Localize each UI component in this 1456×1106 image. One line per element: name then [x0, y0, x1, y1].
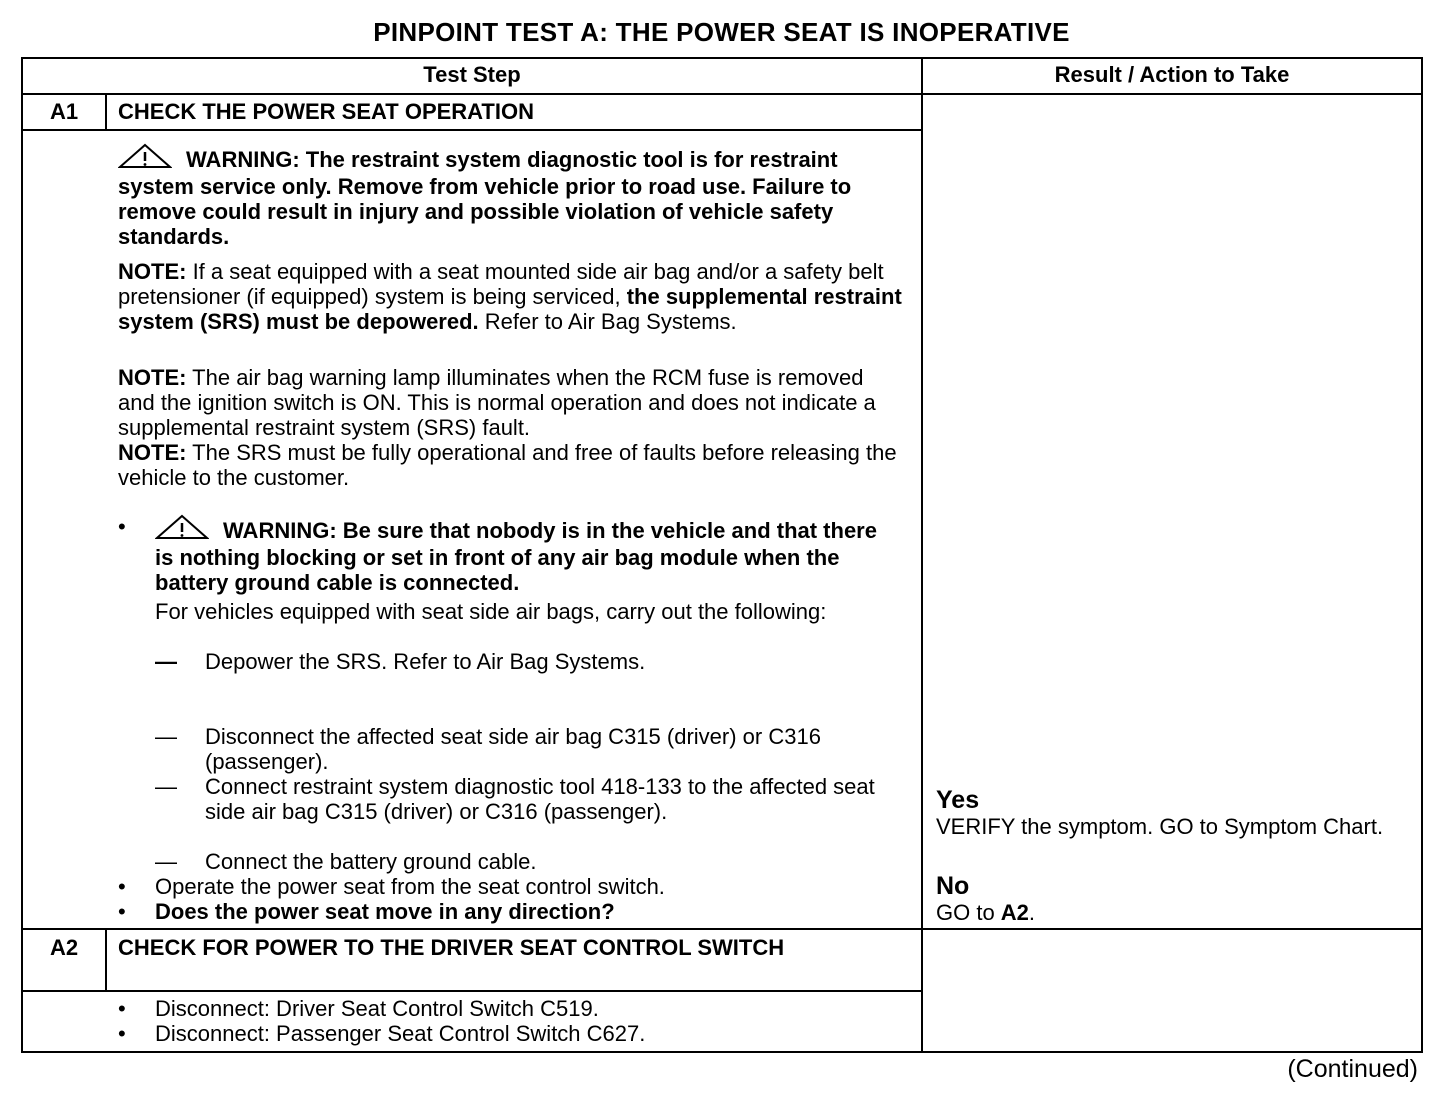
a2-title-rule: [23, 990, 923, 992]
bullet-dot: •: [118, 996, 126, 1021]
column-divider: [921, 59, 923, 1051]
result-yes: [936, 787, 1406, 839]
step-id-a1: A1: [49, 99, 79, 124]
note-label-1: NOTE:: [118, 259, 187, 284]
warning-text-1: WARNING: The restraint system diagnostic tool is for restraint system service only. Remove from vehicle prior to road use. Failure to remove could result in injury and possible violation of vehicle safety standards.: [118, 147, 852, 249]
warning-block-1: [118, 143, 903, 249]
note-text-2: The air bag warning lamp illuminates when the RCM fuse is removed and the ignition switch is ON. This is normal operation and does not indicate a supplemental restraint system (SRS) fault.: [118, 365, 876, 440]
bullet-dot: •: [118, 899, 126, 924]
bullet-dot: •: [118, 1021, 126, 1046]
dash-mark: —: [155, 849, 177, 874]
note-block-1: [118, 259, 903, 334]
header-result: Result / Action to Take: [1054, 62, 1290, 87]
bullet-text-a2-2: Disconnect: Passenger Seat Control Switch C627.: [155, 1021, 646, 1046]
step-id-a2: A2: [49, 935, 79, 960]
note-bold-1: the supplemental restraint system (SRS) must be depowered.: [118, 284, 902, 334]
bullet-text-a2-1: Disconnect: Driver Seat Control Switch C519.: [155, 996, 599, 1021]
result-no-label: No: [936, 872, 970, 900]
result-no-end: .: [1028, 900, 1036, 925]
warning-triangle-icon: [118, 143, 172, 174]
warning-text-2: WARNING: Be sure that nobody is in the vehicle and that there is nothing blocking or set in front of any air bag module when the battery ground cable is connected.: [155, 518, 877, 595]
step-title-a2: CHECK FOR POWER TO THE DRIVER SEAT CONTROL SWITCH: [118, 935, 785, 960]
instruction-text: For vehicles equipped with seat side air bags, carry out the following:: [155, 599, 827, 624]
result-no-text: GO to: [936, 900, 1001, 925]
result-yes-text: VERIFY the symptom. GO to Symptom Chart.: [936, 814, 1384, 839]
result-no-link[interactable]: A2: [1000, 900, 1029, 925]
a1-title-rule: [23, 129, 923, 131]
bullet-dot: •: [118, 514, 126, 539]
warning-triangle-icon: [155, 514, 209, 545]
note-block-2: [118, 365, 903, 490]
dash-mark: —: [155, 724, 177, 749]
dash-mark: —: [155, 649, 177, 674]
note-label-2: NOTE:: [118, 365, 187, 390]
dash-text-3: Connect restraint system diagnostic tool 418-133 to the affected seat side air bag C315 (driver) or C316 (passenger).: [205, 774, 875, 824]
continued-label: (Continued): [1287, 1055, 1418, 1083]
bullet-text-operate: Operate the power seat from the seat control switch.: [155, 874, 665, 899]
step-id-divider-a1: [105, 95, 107, 130]
pinpoint-test-table: [21, 57, 1423, 1053]
a2-start-rule: [23, 928, 1421, 930]
step-id-divider-a2: [105, 930, 107, 992]
bullet-dot: •: [118, 874, 126, 899]
header-test-step: Test Step: [423, 62, 521, 87]
dash-text-2: Disconnect the affected seat side air bag C315 (driver) or C316 (passenger).: [205, 724, 821, 774]
dash-mark: —: [155, 774, 177, 799]
note-label-3: NOTE:: [118, 440, 187, 465]
page-title: PINPOINT TEST A: THE POWER SEAT IS INOPERATIVE: [373, 17, 1070, 47]
note-text-1: If a seat equipped with a seat mounted side air bag and/or a safety belt pretensioner (if equipped) system is being serviced,: [118, 259, 884, 309]
dash-text-1: Depower the SRS. Refer to Air Bag Systems.: [205, 649, 646, 674]
bullet-text-question: Does the power seat move in any direction?: [155, 899, 615, 924]
result-no: [936, 873, 1406, 925]
step-title-a1: CHECK THE POWER SEAT OPERATION: [118, 99, 534, 124]
dash-text-4: Connect the battery ground cable.: [205, 849, 537, 874]
note-tail-1: Refer to Air Bag Systems.: [478, 309, 737, 334]
instruction-paragraph: [155, 599, 855, 624]
header-rule: [23, 93, 1421, 95]
note-text-3: The SRS must be fully operational and free of faults before releasing the vehicle to the customer.: [118, 440, 897, 490]
result-yes-label: Yes: [936, 786, 980, 814]
